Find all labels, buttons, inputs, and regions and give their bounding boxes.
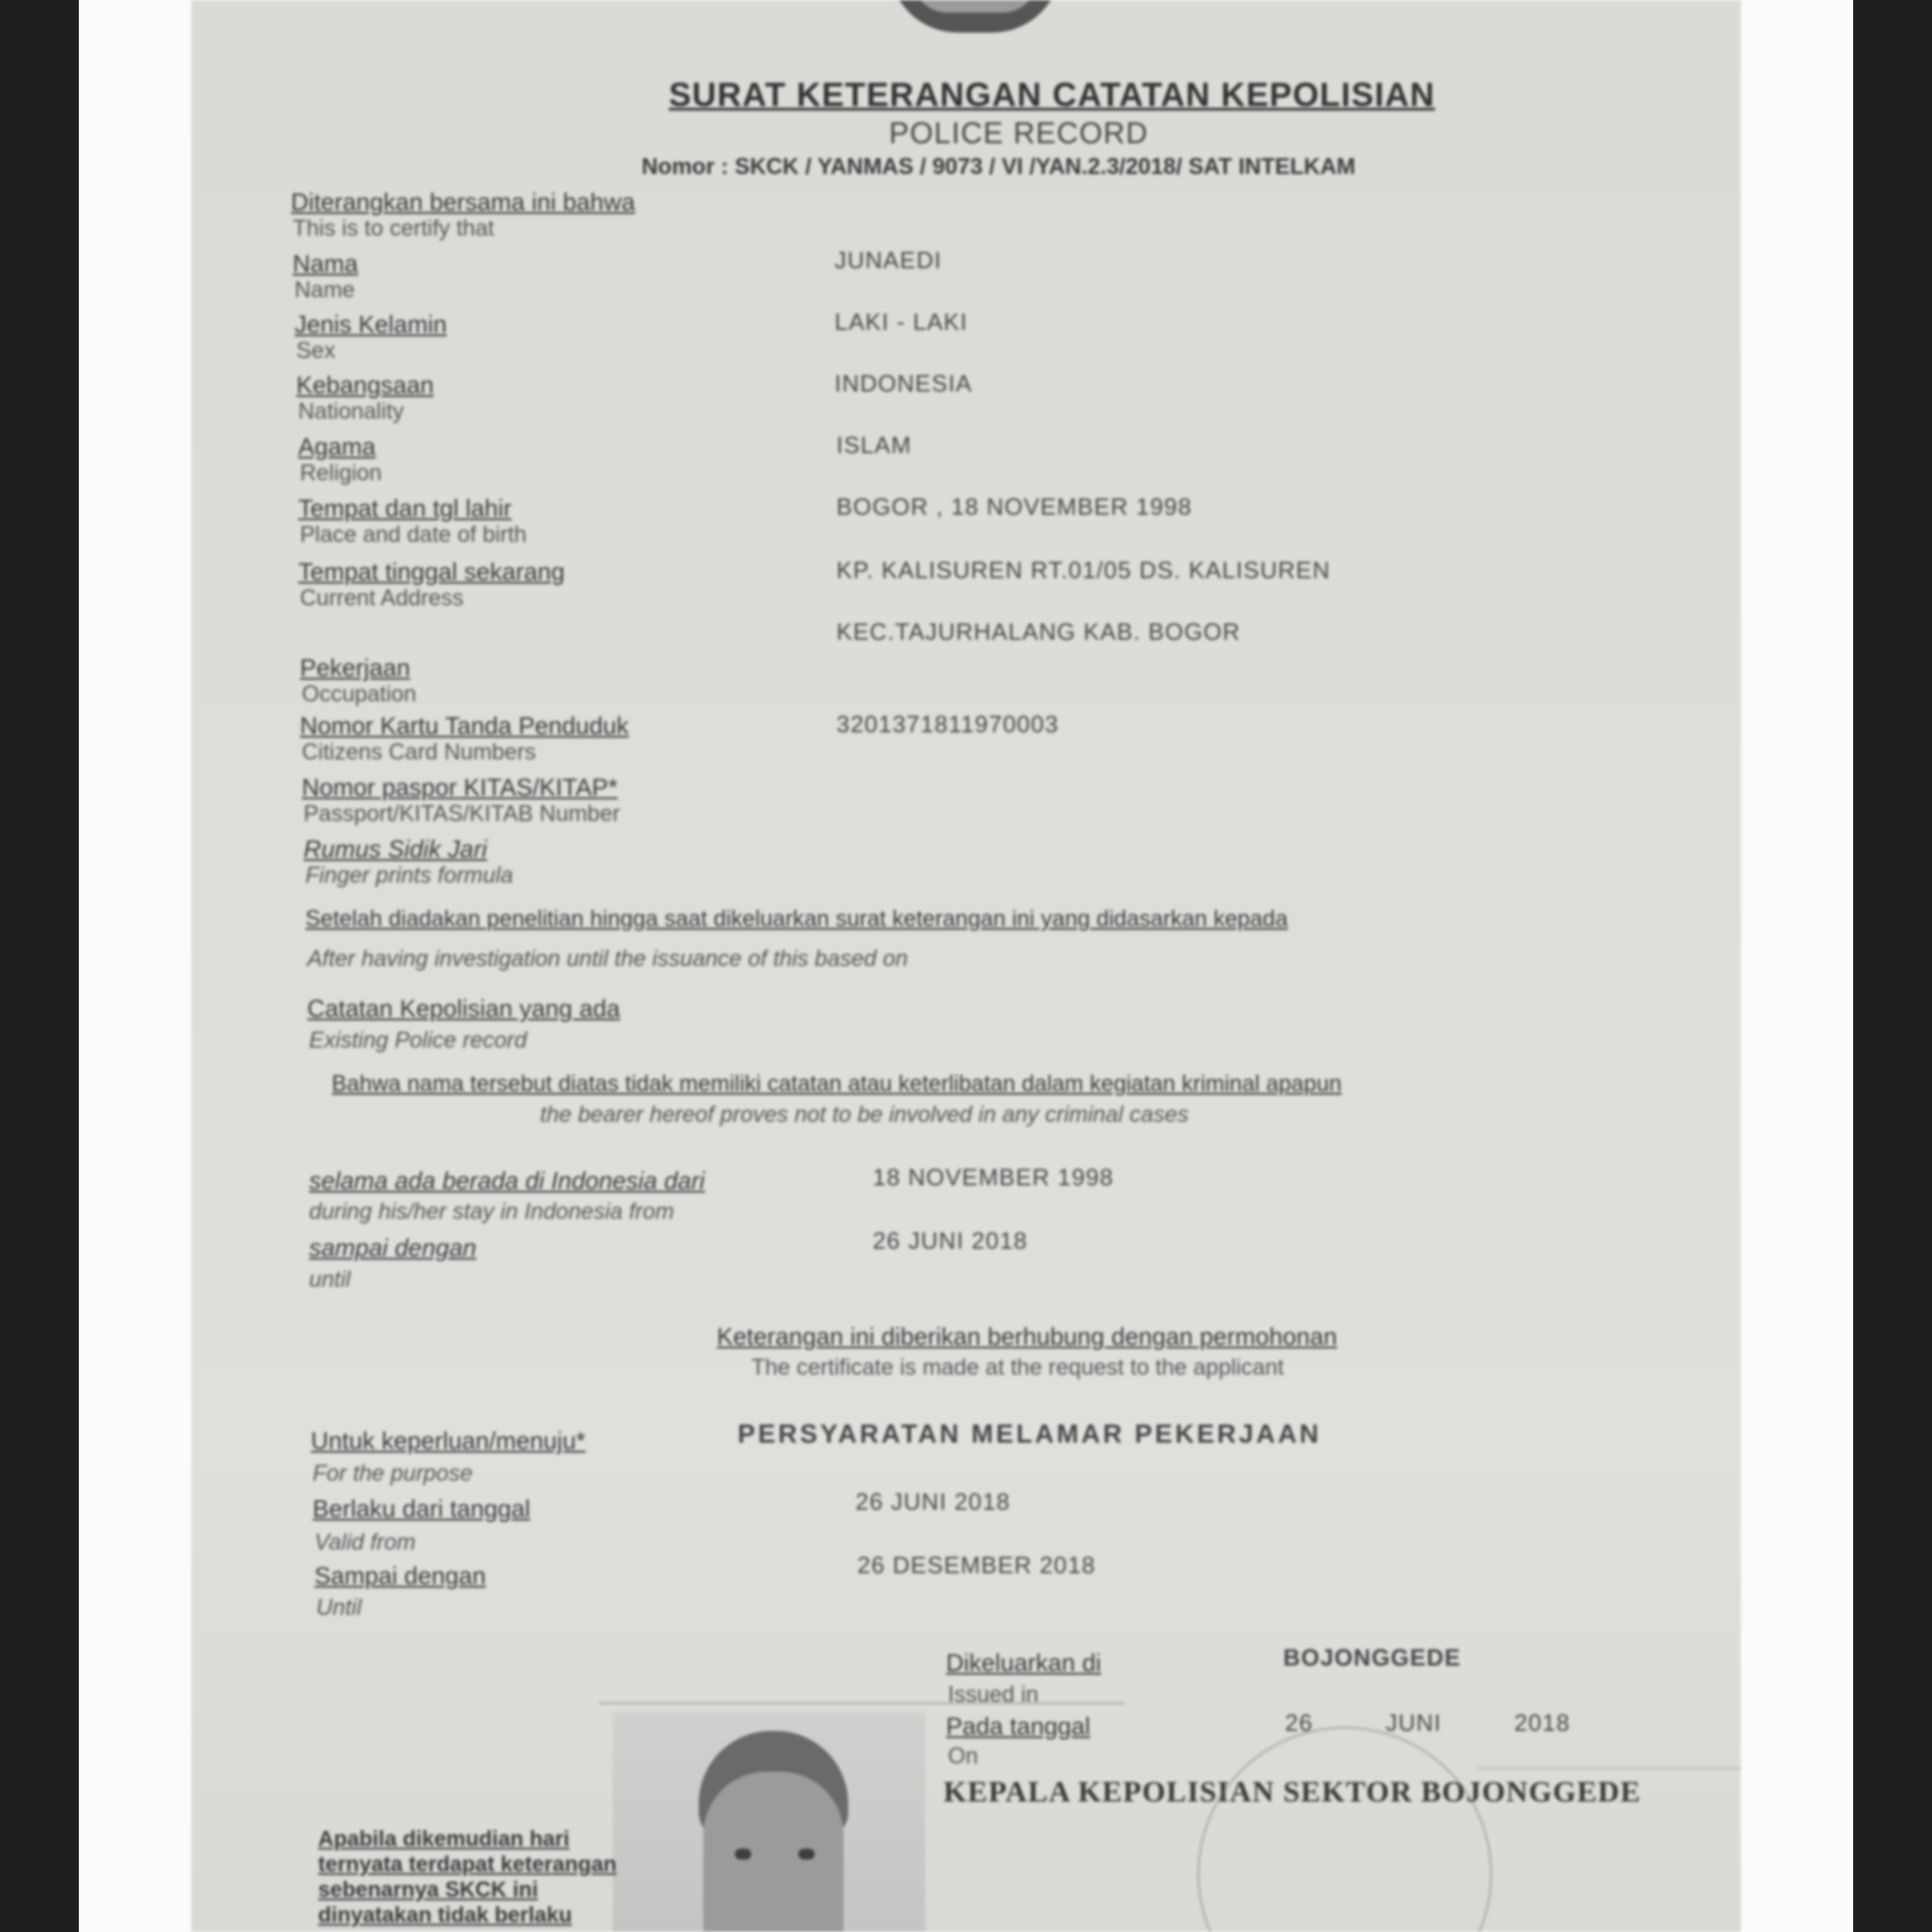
field-fingerprint-label-en: Finger prints formula <box>305 863 514 888</box>
note-line-4: dinyatakan tidak berlaku <box>318 1903 573 1927</box>
field-religion-label-en: Religion <box>300 460 382 486</box>
purpose-value: PERSYARATAN MELAMAR PEKERJAAN <box>738 1420 1321 1449</box>
field-religion-label: Agama <box>298 433 376 460</box>
certificate-en: The certificate is made at the request to the applicant <box>751 1355 1284 1380</box>
note-line-2: ternyata terdapat keterangan <box>318 1852 617 1877</box>
field-fingerprint-label: Rumus Sidik Jari <box>304 836 488 863</box>
police-record-document <box>191 0 1741 1932</box>
valid-from-label-en: Valid from <box>314 1530 416 1555</box>
applicant-photo <box>613 1713 925 1932</box>
field-nationality-value: INDONESIA <box>835 370 973 397</box>
field-address-label-en: Current Address <box>300 585 464 611</box>
stay-until-value: 26 JUNI 2018 <box>873 1227 1028 1254</box>
intro-en: This is to certify that <box>293 216 495 241</box>
field-address-value-line2: KEC.TAJURHALANG KAB. BOGOR <box>836 618 1241 645</box>
investigation-en: After having investigation until the issuance of this based on <box>307 946 908 971</box>
stay-from-value: 18 NOVEMBER 1998 <box>873 1164 1115 1191</box>
field-sex-label-en: Sex <box>296 338 336 363</box>
note-line-1: Apabila dikemudian hari <box>318 1827 570 1851</box>
document-number: Nomor : SKCK / YANMAS / 9073 / VI /YAN.2.3/2018/ SAT INTELKAM <box>642 154 1356 179</box>
field-idcard-label-en: Citizens Card Numbers <box>302 739 536 765</box>
field-address-label: Tempat tinggal sekarang <box>298 558 565 585</box>
statement-en: the bearer hereof proves not to be involved in any criminal cases <box>540 1102 1189 1127</box>
field-religion-value: ISLAM <box>836 431 913 459</box>
stay-until-label-en: until <box>309 1267 351 1292</box>
field-passport-label: Nomor paspor KITAS/KITAP* <box>302 774 618 801</box>
issued-in-label: Dikeluarkan di <box>946 1649 1102 1676</box>
field-name-label-en: Name <box>295 277 355 303</box>
field-passport-label-en: Passport/KITAS/KITAB Number <box>304 801 621 826</box>
existing-record-en: Existing Police record <box>309 1028 527 1053</box>
issued-in-label-en: Issued in <box>948 1682 1039 1707</box>
field-nationality-label-en: Nationality <box>298 399 404 424</box>
field-name-label: Nama <box>293 250 359 277</box>
issued-on-label: Pada tanggal <box>946 1713 1091 1740</box>
valid-until-value: 26 DESEMBER 2018 <box>857 1551 1096 1579</box>
field-birth-label: Tempat dan tgl lahir <box>298 495 512 522</box>
field-occupation-label: Pekerjaan <box>300 654 411 681</box>
issued-on-month: JUNI <box>1386 1709 1442 1736</box>
field-address-value: KP. KALISUREN RT.01/05 DS. KALISUREN <box>836 556 1331 584</box>
certificate-id: Keterangan ini diberikan berhubung dengan permohonan <box>717 1323 1338 1350</box>
field-name-value: JUNAEDI <box>835 246 942 274</box>
valid-until-label: Sampai dengan <box>314 1562 487 1589</box>
issued-on-day: 26 <box>1285 1709 1313 1736</box>
stay-from-label-en: during his/her stay in Indonesia from <box>309 1199 674 1224</box>
purpose-label: Untuk keperluan/menuju* <box>311 1427 586 1454</box>
field-idcard-value: 3201371811970003 <box>836 710 1059 738</box>
field-idcard-label: Nomor Kartu Tanda Penduduk <box>300 712 629 739</box>
emblem-seal-icon <box>889 0 1061 33</box>
field-nationality-label: Kebangsaan <box>296 372 434 399</box>
statement-id: Bahwa nama tersebut diatas tidak memiliki catatan atau keterlibatan dalam kegiatan kriminal apapun <box>332 1071 1342 1096</box>
investigation-id: Setelah diadakan penelitian hingga saat dikeluarkan surat keterangan ini yang didasarkan kepada <box>305 906 1289 932</box>
purpose-label-en: For the purpose <box>313 1461 473 1486</box>
divider-line <box>599 1702 1125 1705</box>
authority-title: KEPALA KEPOLISIAN SEKTOR BOJONGGEDE <box>943 1776 1642 1809</box>
field-sex-label: Jenis Kelamin <box>295 311 448 338</box>
field-birth-label-en: Place and date of birth <box>300 522 527 547</box>
document-subtitle: POLICE RECORD <box>889 116 1149 150</box>
existing-record-id: Catatan Kepolisian yang ada <box>307 995 621 1022</box>
stay-until-label: sampai dengan <box>309 1234 477 1261</box>
valid-from-value: 26 JUNI 2018 <box>855 1488 1010 1515</box>
issued-on-label-en: On <box>948 1744 979 1769</box>
field-sex-value: LAKI - LAKI <box>835 308 968 335</box>
issued-on-year: 2018 <box>1514 1709 1570 1736</box>
stay-from-label: selama ada berada di Indonesia dari <box>309 1167 705 1194</box>
issued-in-value: BOJONGGEDE <box>1283 1644 1462 1671</box>
document-title: SURAT KETERANGAN CATATAN KEPOLISIAN <box>669 76 1435 113</box>
field-birth-value: BOGOR , 18 NOVEMBER 1998 <box>836 493 1193 520</box>
valid-until-label-en: Until <box>316 1595 362 1620</box>
field-occupation-label-en: Occupation <box>302 681 417 707</box>
note-line-3: sebenarnya SKCK ini <box>318 1878 538 1902</box>
valid-from-label: Berlaku dari tanggal <box>313 1495 531 1522</box>
official-stamp-icon <box>1197 1726 1492 1932</box>
intro-id: Diterangkan bersama ini bahwa <box>291 188 635 216</box>
divider-line-right <box>1478 1767 1741 1770</box>
